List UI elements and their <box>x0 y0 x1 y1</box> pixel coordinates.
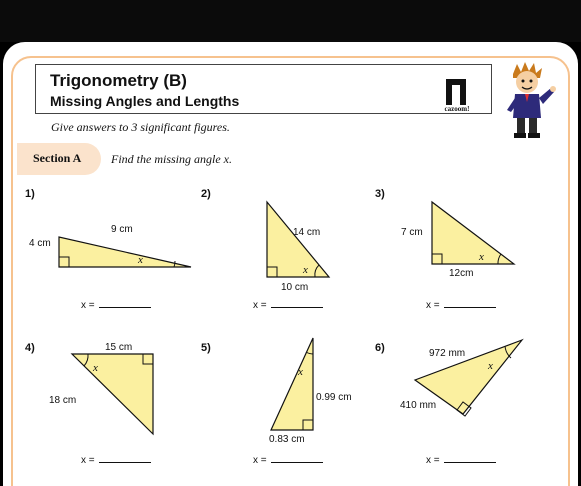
side-label: 7 cm <box>401 227 423 238</box>
answer-label: x = <box>81 300 95 311</box>
triangle-q5 <box>269 338 352 445</box>
triangle-q3 <box>401 202 514 279</box>
worksheet-subtitle: Missing Angles and Lengths <box>50 93 240 109</box>
answer-label: x = <box>253 455 267 466</box>
answer-line[interactable] <box>253 300 323 311</box>
triangle-figures <box>3 42 578 486</box>
answer-label: x = <box>426 300 440 311</box>
question-number: 4) <box>25 342 35 354</box>
angle-label: x <box>298 366 303 378</box>
side-label: 12cm <box>449 268 474 279</box>
answer-line[interactable] <box>426 300 496 311</box>
angle-label: x <box>488 360 493 372</box>
section-label: Section A <box>33 151 82 165</box>
answer-label: x = <box>253 300 267 311</box>
worksheet-page <box>3 42 578 486</box>
brand-name: cazoom! <box>444 105 470 113</box>
worksheet-title: Trigonometry (B) <box>50 71 187 90</box>
angle-label: x <box>138 254 143 266</box>
question-number: 1) <box>25 188 35 200</box>
triangle-q2 <box>267 202 329 293</box>
question-number: 2) <box>201 188 211 200</box>
question-number: 5) <box>201 342 211 354</box>
side-label: 972 mm <box>429 348 466 359</box>
answer-label: x = <box>426 455 440 466</box>
question-number: 6) <box>375 342 385 354</box>
top-bar <box>0 0 581 42</box>
angle-label: x <box>93 362 98 374</box>
triangle-q4 <box>49 342 153 434</box>
side-label: 10 cm <box>281 282 309 293</box>
section-instruction: Find the missing angle x. <box>111 152 232 166</box>
triangle-q6 <box>400 340 522 416</box>
angle-label: x <box>303 264 308 276</box>
side-label: 4 cm <box>29 238 51 249</box>
side-label: 15 cm <box>105 342 133 353</box>
answer-line[interactable] <box>426 455 496 466</box>
angle-label: x <box>479 251 484 263</box>
answer-line[interactable] <box>253 455 323 466</box>
answer-line[interactable] <box>81 455 151 466</box>
triangle-q1 <box>29 224 191 267</box>
answer-label: x = <box>81 455 95 466</box>
side-label: 14 cm <box>293 227 321 238</box>
answer-line[interactable] <box>81 300 151 311</box>
side-label: 410 mm <box>400 400 437 411</box>
question-number: 3) <box>375 188 385 200</box>
side-label: 0.83 cm <box>269 434 305 445</box>
instruction-text: Give answers to 3 significant figures. <box>51 120 230 134</box>
side-label: 18 cm <box>49 395 77 406</box>
side-label: 9 cm <box>111 224 133 235</box>
side-label: 0.99 cm <box>316 392 352 403</box>
